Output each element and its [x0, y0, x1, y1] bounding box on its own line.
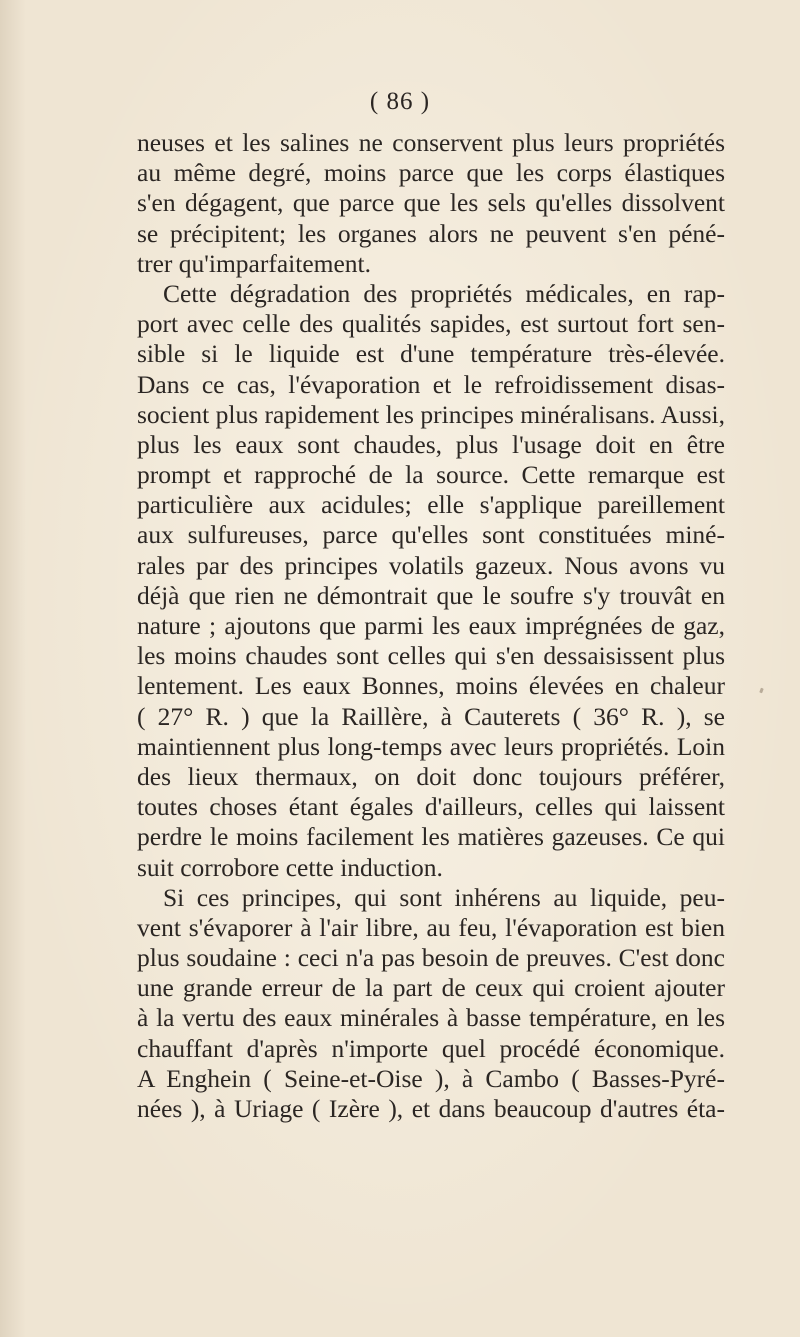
text-line: ( 27° R. ) que la Raillère, à Cauterets ( 36° R. ), se — [137, 701, 725, 731]
text-line: s'en dégagent, que parce que les sels qu'elles dissolvent — [137, 188, 725, 218]
text-line: perdre le moins facilement les matières gazeuses. Ce qui — [137, 822, 725, 852]
text-line: nées ), à Uriage ( Izère ), et dans beaucoup d'autres éta- — [137, 1094, 725, 1123]
paper-fleck — [759, 688, 764, 694]
text-line: socient plus rapidement les principes minéralisans. Aussi, — [137, 399, 725, 429]
text-line: particulière aux acidules; elle s'applique pareillement — [137, 490, 725, 520]
text-line: se précipitent; les organes alors ne peuvent s'en péné- — [137, 218, 725, 248]
page-number: ( 86 ) — [369, 88, 431, 115]
text-line: au même degré, moins parce que les corps élastiques — [137, 158, 725, 188]
text-line: déjà que rien ne démontrait que le soufre s'y trouvât en — [137, 580, 725, 610]
text-line: port avec celle des qualités sapides, est surtout fort sen- — [137, 309, 725, 339]
gutter-shadow — [0, 0, 26, 1337]
text-line: prompt et rapproché de la source. Cette remarque est — [137, 460, 725, 490]
paragraph-start-line: Cette dégradation des propriétés médicales, en rap- — [163, 278, 725, 308]
text-line: à la vertu des eaux minérales à basse température, en les — [137, 1003, 725, 1033]
text-line: trer qu'imparfaitement. — [137, 248, 371, 278]
body-text — [137, 128, 725, 1124]
text-line: rales par des principes volatils gazeux. Nous avons vu — [137, 550, 725, 580]
text-line: vent s'évaporer à l'air libre, au feu, l'évaporation est bien — [137, 912, 725, 942]
text-line: Dans ce cas, l'évaporation et le refroidissement disas- — [137, 369, 725, 399]
text-line: A Enghein ( Seine-et-Oise ), à Cambo ( Basses-Pyré- — [137, 1063, 725, 1093]
text-line: des lieux thermaux, on doit donc toujours préférer, — [137, 761, 725, 791]
text-line: sible si le liquide est d'une température très-élevée. — [137, 339, 725, 369]
text-line: nature ; ajoutons que parmi les eaux imprégnées de gaz, — [137, 611, 725, 640]
text-line: les moins chaudes sont celles qui s'en dessaisissent plus — [137, 641, 725, 671]
text-line: neuses et les salines ne conservent plus leurs propriétés — [137, 128, 725, 157]
text-line: chauffant d'après n'importe quel procédé économique. — [137, 1033, 725, 1063]
text-line: suit corrobore cette induction. — [137, 852, 443, 882]
text-line: maintiennent plus long-temps avec leurs propriétés. Loin — [137, 731, 725, 761]
text-line: aux sulfureuses, parce qu'elles sont constituées miné- — [137, 520, 725, 550]
text-line: une grande erreur de la part de ceux qui croient ajouter — [137, 973, 725, 1003]
text-line: toutes choses étant égales d'ailleurs, celles qui laissent — [137, 792, 725, 822]
text-line: lentement. Les eaux Bonnes, moins élevées en chaleur — [137, 671, 725, 701]
paragraph-start-line: Si ces principes, qui sont inhérens au liquide, peu- — [163, 882, 725, 912]
text-line: plus soudaine : ceci n'a pas besoin de preuves. C'est donc — [137, 943, 725, 973]
text-line: plus les eaux sont chaudes, plus l'usage doit en être — [137, 429, 725, 459]
